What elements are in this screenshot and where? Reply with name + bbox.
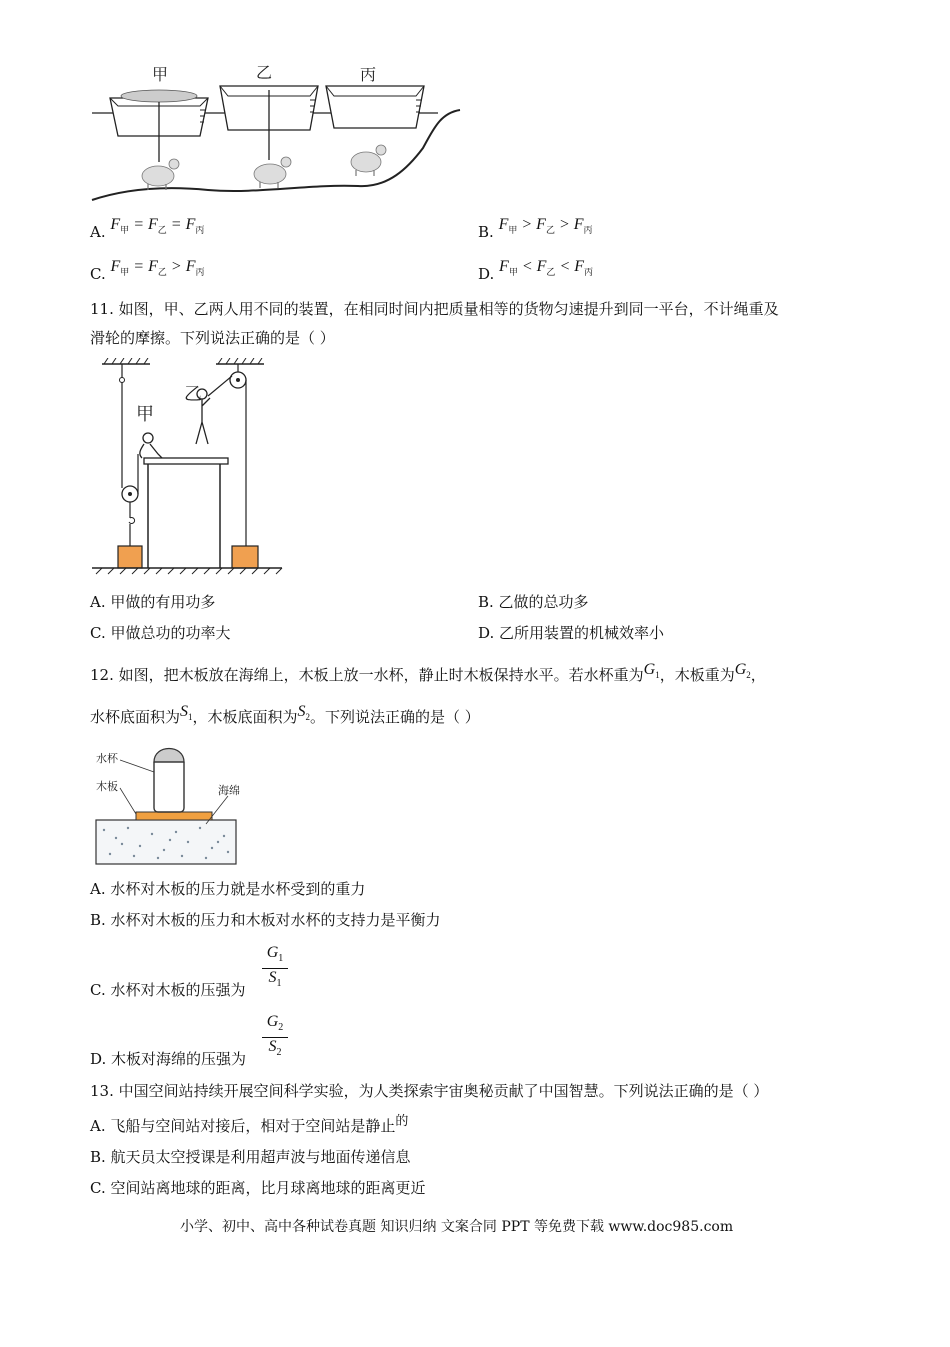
q11-option-c[interactable]: C. 甲做总功的功率大 bbox=[90, 624, 231, 642]
fraction-g2-s2: $G_2$ $S_2$ bbox=[262, 1013, 288, 1062]
q12-stem-line1: 12. 如图，把木板放在海绵上，木板上放一水杯，静止时木板保持水平。若水杯重为$G_1$，木板重为$G_2$， bbox=[90, 661, 766, 684]
label-sponge: 海绵 bbox=[218, 784, 240, 797]
q10-option-b[interactable]: B. $F_甲 > F_乙 > F_丙$ bbox=[478, 216, 593, 241]
q12-option-a[interactable]: A. 水杯对木板的压力就是水杯受到的重力 bbox=[90, 880, 366, 898]
boat-label-yi: 乙 bbox=[256, 63, 273, 82]
q11-option-b[interactable]: B. 乙做的总功多 bbox=[478, 593, 589, 611]
q11-stem-line2: 滑轮的摩擦。下列说法正确的是（ ） bbox=[90, 329, 335, 347]
label-board: 木板 bbox=[96, 780, 118, 793]
boat-label-jia: 甲 bbox=[152, 65, 169, 84]
person-label-yi: 乙 bbox=[184, 384, 202, 405]
fraction-g1-s1: $G_1$ $S_1$ bbox=[262, 944, 288, 993]
q10-option-c[interactable]: C. $F_甲 = F_乙 > F_丙$ bbox=[90, 258, 205, 283]
person-label-jia: 甲 bbox=[136, 404, 154, 425]
q10-option-d[interactable]: D. $F_甲 < F_乙 < F_丙$ bbox=[478, 258, 594, 283]
page-footer: 小学、初中、高中各种试卷真题 知识归纳 文案合同 PPT 等免费下载 www.doc985.com bbox=[180, 1219, 734, 1235]
boat-label-bing: 丙 bbox=[360, 65, 377, 84]
option-letter: A. bbox=[90, 223, 106, 241]
label-cup: 水杯 bbox=[96, 752, 118, 765]
q10-option-a[interactable]: A. $F_甲 = F_乙 = F_丙$ bbox=[90, 216, 205, 241]
force-var: F bbox=[110, 216, 121, 233]
q13-option-b[interactable]: B. 航天员太空授课是利用超声波与地面传递信息 bbox=[90, 1148, 411, 1166]
q12-stem-line2: 水杯底面积为$S_1$，木板底面积为$S_2$。下列说法正确的是（ ） bbox=[90, 703, 480, 726]
q13-option-c[interactable]: C. 空间站离地球的距离，比月球离地球的距离更近 bbox=[90, 1179, 426, 1197]
q12-option-c[interactable]: C. 水杯对木板的压强为 bbox=[90, 981, 246, 999]
option-letter: D. bbox=[478, 265, 495, 283]
pulley-figure bbox=[92, 358, 287, 580]
cup-board-sponge-figure bbox=[92, 738, 252, 868]
q13-stem: 13. 中国空间站持续开展空间科学实验，为人类探索宇宙奥秘贡献了中国智慧。下列说法正确的是（ ） bbox=[90, 1082, 769, 1100]
q13-option-a[interactable]: A. 飞船与空间站对接后，相对于空间站是静止的 bbox=[90, 1114, 409, 1135]
q11-stem-line1: 11. 如图，甲、乙两人用不同的装置，在相同时间内把质量相等的货物匀速提升到同一平台，不计绳重及 bbox=[90, 300, 779, 318]
boats-sheep-figure bbox=[88, 58, 468, 208]
option-letter: C. bbox=[90, 265, 106, 283]
q11-option-d[interactable]: D. 乙所用装置的机械效率小 bbox=[478, 624, 665, 642]
q11-option-a[interactable]: A. 甲做的有用功多 bbox=[90, 593, 216, 611]
q12-option-b[interactable]: B. 水杯对木板的压力和木板对水杯的支持力是平衡力 bbox=[90, 911, 441, 929]
option-letter: B. bbox=[478, 223, 494, 241]
q12-option-d[interactable]: D. 木板对海绵的压强为 bbox=[90, 1050, 247, 1068]
